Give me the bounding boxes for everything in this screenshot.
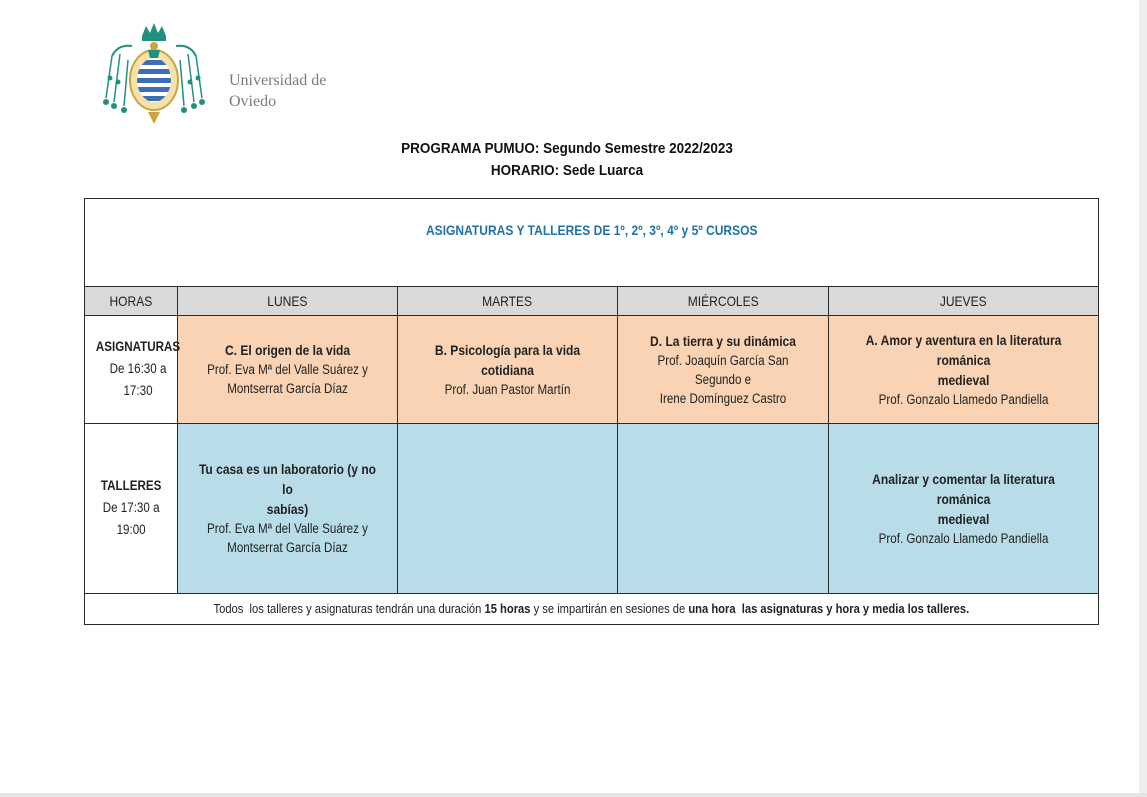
note-row: [85, 593, 1099, 624]
column-header-martes: MARTES: [398, 286, 618, 315]
talleres-time-end: 19:00: [116, 522, 146, 538]
asignaturas-time-end: 17:30: [123, 383, 153, 399]
column-header-horas: HORAS: [85, 286, 178, 315]
taller-lunes-prof-line1: Prof. Eva Mª del Valle Suárez y: [207, 521, 368, 537]
asignatura-jueves-prof: Prof. Gonzalo Llamedo Pandiella: [878, 391, 1049, 407]
note-session-length: una hora las asignaturas y hora y media los talleres.: [688, 601, 970, 617]
taller-jueves-cell: [829, 423, 1099, 593]
university-name-line2: Oviedo: [229, 93, 277, 110]
taller-lunes-prof-line2: Montserrat García Díaz: [227, 540, 348, 556]
duration-note: [85, 593, 1099, 624]
taller-lunes-subject-line1: Tu casa es un laboratorio (y no lo: [198, 461, 377, 498]
taller-jueves-subject-line2: medieval: [937, 510, 990, 527]
column-header-row: [85, 286, 1099, 315]
page-bottom-edge: [0, 793, 1147, 797]
schedule-subtitle: HORARIO: Sede Luarca: [490, 162, 644, 179]
talleres-row: [85, 423, 1099, 593]
taller-jueves-prof: Prof. Gonzalo Llamedo Pandiella: [878, 530, 1049, 546]
asignatura-martes-prof: Prof. Juan Pastor Martín: [444, 381, 571, 397]
asignatura-jueves-subject-line1: A. Amor y aventura en la literatura románica: [865, 331, 1062, 368]
asignatura-martes-cell: [398, 315, 618, 423]
table-heading-cell: [85, 199, 1099, 287]
document-titles: [57, 138, 1078, 182]
asignaturas-hour-cell: [85, 315, 181, 423]
asignatura-miercoles-prof-line2: Irene Domínguez Castro: [659, 390, 787, 406]
asignatura-lunes-prof-line2: Montserrat García Díaz: [227, 381, 348, 397]
asignatura-miercoles-cell: [618, 315, 829, 423]
note-text-1: Todos los talleres y asignaturas tendrán una duración: [213, 601, 485, 617]
talleres-hour-cell: [85, 423, 178, 593]
page-edge: [1139, 0, 1147, 797]
asignatura-miercoles-subject: D. La tierra y su dinámica: [650, 332, 796, 349]
program-title: PROGRAMA PUMUO: Segundo Semestre 2022/2023: [401, 140, 733, 157]
university-name: [229, 70, 326, 112]
asignatura-miercoles-prof-line1: Prof. Joaquín García San Segundo e: [657, 352, 789, 387]
asignatura-jueves-cell: [829, 315, 1099, 423]
taller-martes-cell: [398, 423, 618, 593]
asignatura-martes-subject: B. Psicología para la vida cotidiana: [434, 341, 581, 378]
column-header-jueves: JUEVES: [829, 286, 1099, 315]
table-heading-row: [85, 199, 1099, 287]
taller-lunes-cell: [178, 423, 398, 593]
asignatura-lunes-subject: C. El origen de la vida: [224, 342, 351, 359]
asignatura-lunes-cell: [178, 315, 398, 423]
table-heading: ASIGNATURAS Y TALLERES DE 1º, 2º, 3º, 4º y 5º CURSOS: [425, 222, 758, 239]
asignaturas-label: ASIGNATURAS: [95, 339, 181, 355]
talleres-label: TALLERES: [100, 478, 162, 494]
asignaturas-time-start: De 16:30 a: [109, 361, 167, 377]
university-seal-logo: [98, 20, 210, 128]
asignaturas-row: [85, 315, 1099, 423]
taller-jueves-subject-line1: Analizar y comentar la literatura románica: [872, 470, 1055, 507]
asignatura-lunes-prof-line1: Prof. Eva Mª del Valle Suárez y: [207, 362, 368, 378]
university-name-line1: Universidad de: [229, 72, 327, 89]
taller-lunes-subject-line2: sabías): [266, 501, 309, 518]
note-hours: 15 horas: [484, 601, 531, 617]
asignatura-jueves-subject-line2: medieval: [937, 371, 990, 388]
column-header-lunes: LUNES: [178, 286, 398, 315]
note-text-2: y se impartirán en sesiones de: [530, 601, 689, 617]
schedule-table: [84, 198, 1099, 625]
column-header-miercoles: MIÉRCOLES: [618, 286, 829, 315]
talleres-time-start: De 17:30 a: [102, 500, 160, 516]
taller-miercoles-cell: [618, 423, 829, 593]
